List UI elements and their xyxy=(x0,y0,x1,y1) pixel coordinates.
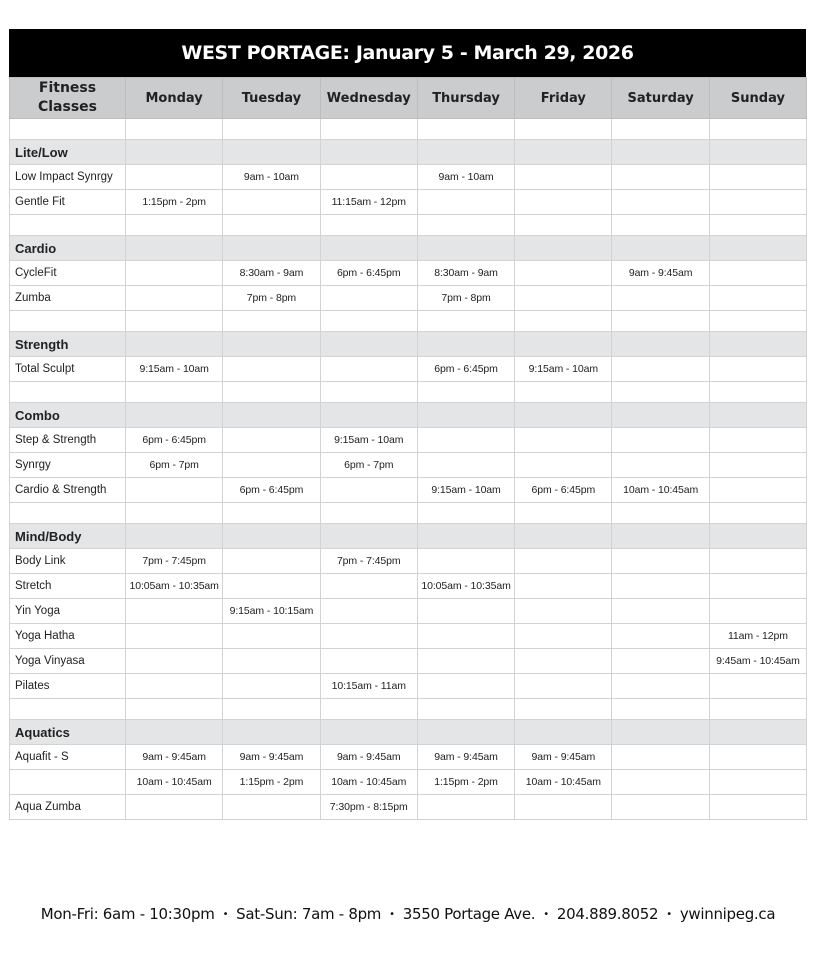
class-row xyxy=(10,428,807,453)
bullet-separator: • xyxy=(666,909,672,920)
footer-item: Mon-Fri: 6am - 10:30pm xyxy=(40,905,215,923)
spacer-row xyxy=(10,311,807,332)
empty-cell xyxy=(417,382,514,403)
class-time-cell: 9am - 9:45am xyxy=(515,745,612,770)
spacer-row xyxy=(10,699,807,720)
class-time-cell xyxy=(709,770,806,795)
class-time-cell xyxy=(515,453,612,478)
empty-cell xyxy=(320,382,417,403)
class-time-cell xyxy=(320,286,417,311)
section-row xyxy=(10,332,807,357)
class-time-cell xyxy=(709,599,806,624)
class-time-cell: 10:05am - 10:35am xyxy=(417,574,514,599)
class-time-cell xyxy=(126,478,223,503)
section-cell xyxy=(709,524,806,549)
class-row xyxy=(10,453,807,478)
class-time-cell: 1:15pm - 2pm xyxy=(126,190,223,215)
class-time-cell xyxy=(612,428,709,453)
class-time-cell xyxy=(709,286,806,311)
section-cell xyxy=(612,140,709,165)
class-time-cell xyxy=(612,165,709,190)
section-cell xyxy=(320,403,417,428)
section-cell xyxy=(515,720,612,745)
empty-cell xyxy=(515,382,612,403)
section-cell xyxy=(515,403,612,428)
section-cell xyxy=(417,140,514,165)
class-time-cell xyxy=(126,599,223,624)
class-name: Pilates xyxy=(10,674,126,699)
class-time-cell xyxy=(126,624,223,649)
class-time-cell xyxy=(126,649,223,674)
empty-cell xyxy=(515,503,612,524)
empty-cell xyxy=(417,215,514,236)
class-time-cell: 7:30pm - 8:15pm xyxy=(320,795,417,820)
class-time-cell: 6pm - 6:45pm xyxy=(126,428,223,453)
class-time-cell xyxy=(515,190,612,215)
section-cell xyxy=(223,524,320,549)
class-time-cell xyxy=(320,624,417,649)
empty-cell xyxy=(10,311,126,332)
class-time-cell xyxy=(126,165,223,190)
header-day: Wednesday xyxy=(320,78,417,119)
header-day: Sunday xyxy=(709,78,806,119)
class-time-cell xyxy=(612,549,709,574)
class-time-cell: 9:15am - 10am xyxy=(515,357,612,382)
class-time-cell xyxy=(612,453,709,478)
class-time-cell xyxy=(515,261,612,286)
bullet-separator: • xyxy=(543,909,549,920)
class-time-cell xyxy=(709,453,806,478)
class-time-cell xyxy=(223,428,320,453)
section-cell xyxy=(515,524,612,549)
empty-cell xyxy=(417,699,514,720)
section-cell xyxy=(709,236,806,261)
class-time-cell: 9:15am - 10:15am xyxy=(223,599,320,624)
class-time-cell: 7pm - 8pm xyxy=(223,286,320,311)
class-time-cell xyxy=(223,795,320,820)
class-time-cell xyxy=(612,599,709,624)
header-day: Friday xyxy=(515,78,612,119)
empty-cell xyxy=(515,311,612,332)
class-time-cell: 9am - 10am xyxy=(417,165,514,190)
header-row xyxy=(10,78,807,119)
spacer-row xyxy=(10,503,807,524)
class-time-cell: 7pm - 7:45pm xyxy=(126,549,223,574)
class-row xyxy=(10,795,807,820)
class-row xyxy=(10,478,807,503)
empty-cell xyxy=(709,382,806,403)
empty-cell xyxy=(612,215,709,236)
class-time-cell: 10:05am - 10:35am xyxy=(126,574,223,599)
class-time-cell xyxy=(223,674,320,699)
class-name xyxy=(10,770,126,795)
empty-cell xyxy=(10,699,126,720)
footer-info xyxy=(0,905,816,923)
schedule-table xyxy=(9,77,807,820)
empty-cell xyxy=(709,699,806,720)
class-time-cell xyxy=(320,599,417,624)
class-name: CycleFit xyxy=(10,261,126,286)
class-time-cell xyxy=(515,549,612,574)
section-cell xyxy=(417,720,514,745)
header-fitness-classes xyxy=(10,78,126,119)
empty-cell xyxy=(10,215,126,236)
class-time-cell xyxy=(223,357,320,382)
empty-cell xyxy=(126,382,223,403)
class-time-cell xyxy=(709,574,806,599)
empty-cell xyxy=(320,119,417,140)
bullet-separator: • xyxy=(389,909,395,920)
class-time-cell xyxy=(320,165,417,190)
section-title: Aquatics xyxy=(10,720,126,745)
class-time-cell: 9am - 9:45am xyxy=(320,745,417,770)
class-time-cell xyxy=(223,453,320,478)
class-row xyxy=(10,649,807,674)
class-time-cell xyxy=(612,624,709,649)
class-time-cell xyxy=(515,624,612,649)
section-cell xyxy=(223,140,320,165)
class-name: Total Sculpt xyxy=(10,357,126,382)
class-time-cell xyxy=(417,599,514,624)
section-cell xyxy=(126,720,223,745)
footer-item: 204.889.8052 xyxy=(556,905,659,923)
empty-cell xyxy=(709,503,806,524)
section-cell xyxy=(417,236,514,261)
empty-cell xyxy=(320,503,417,524)
section-cell xyxy=(223,720,320,745)
empty-cell xyxy=(612,699,709,720)
class-time-cell xyxy=(612,770,709,795)
empty-cell xyxy=(223,215,320,236)
class-row xyxy=(10,770,807,795)
class-time-cell xyxy=(709,549,806,574)
schedule-sheet xyxy=(9,29,806,820)
class-time-cell: 9:15am - 10am xyxy=(320,428,417,453)
spacer-row xyxy=(10,215,807,236)
class-time-cell: 6pm - 6:45pm xyxy=(515,478,612,503)
class-time-cell xyxy=(417,453,514,478)
class-time-cell xyxy=(223,190,320,215)
class-time-cell xyxy=(223,574,320,599)
schedule-body xyxy=(10,119,807,820)
class-name: Cardio & Strength xyxy=(10,478,126,503)
class-row xyxy=(10,574,807,599)
section-title: Lite/Low xyxy=(10,140,126,165)
class-time-cell xyxy=(417,428,514,453)
section-cell xyxy=(417,403,514,428)
class-time-cell xyxy=(612,190,709,215)
section-row xyxy=(10,140,807,165)
section-row xyxy=(10,720,807,745)
class-time-cell xyxy=(709,674,806,699)
class-row xyxy=(10,357,807,382)
footer-item: 3550 Portage Ave. xyxy=(402,905,536,923)
section-title: Combo xyxy=(10,403,126,428)
section-cell xyxy=(126,524,223,549)
class-name: Step & Strength xyxy=(10,428,126,453)
class-time-cell xyxy=(515,599,612,624)
class-name: Synrgy xyxy=(10,453,126,478)
section-cell xyxy=(320,524,417,549)
section-cell xyxy=(709,403,806,428)
class-name: Body Link xyxy=(10,549,126,574)
empty-cell xyxy=(417,311,514,332)
section-cell xyxy=(320,720,417,745)
section-cell xyxy=(612,403,709,428)
section-row xyxy=(10,524,807,549)
class-time-cell xyxy=(515,649,612,674)
class-time-cell: 9am - 9:45am xyxy=(417,745,514,770)
class-time-cell xyxy=(417,674,514,699)
class-time-cell xyxy=(320,478,417,503)
class-time-cell: 8:30am - 9am xyxy=(223,261,320,286)
class-time-cell xyxy=(417,624,514,649)
empty-cell xyxy=(612,119,709,140)
section-row xyxy=(10,403,807,428)
empty-cell xyxy=(223,119,320,140)
section-cell xyxy=(709,720,806,745)
header-day: Monday xyxy=(126,78,223,119)
empty-cell xyxy=(223,503,320,524)
section-title: Mind/Body xyxy=(10,524,126,549)
empty-cell xyxy=(709,215,806,236)
class-time-cell: 11:15am - 12pm xyxy=(320,190,417,215)
class-time-cell xyxy=(223,624,320,649)
section-cell xyxy=(320,140,417,165)
empty-cell xyxy=(709,311,806,332)
class-time-cell xyxy=(417,649,514,674)
class-time-cell: 10:15am - 11am xyxy=(320,674,417,699)
section-cell xyxy=(320,236,417,261)
class-row xyxy=(10,286,807,311)
class-time-cell xyxy=(223,549,320,574)
empty-cell xyxy=(612,503,709,524)
class-time-cell xyxy=(709,795,806,820)
class-time-cell: 6pm - 7pm xyxy=(320,453,417,478)
class-time-cell: 9:15am - 10am xyxy=(126,357,223,382)
empty-cell xyxy=(612,382,709,403)
header-day: Saturday xyxy=(612,78,709,119)
header-first-line: Fitness xyxy=(38,80,97,96)
section-cell xyxy=(223,236,320,261)
class-row xyxy=(10,261,807,286)
spacer-row xyxy=(10,119,807,140)
class-time-cell xyxy=(126,674,223,699)
class-time-cell xyxy=(126,795,223,820)
section-cell xyxy=(612,236,709,261)
class-name: Aquafit - S xyxy=(10,745,126,770)
section-cell xyxy=(709,332,806,357)
class-time-cell: 6pm - 6:45pm xyxy=(417,357,514,382)
class-name: Yin Yoga xyxy=(10,599,126,624)
empty-cell xyxy=(10,119,126,140)
class-time-cell xyxy=(709,428,806,453)
section-cell xyxy=(612,720,709,745)
class-time-cell xyxy=(709,478,806,503)
schedule-title: WEST PORTAGE: January 5 - March 29, 2026 xyxy=(9,29,806,77)
class-time-cell xyxy=(709,357,806,382)
class-row xyxy=(10,624,807,649)
class-row xyxy=(10,549,807,574)
class-time-cell: 9:45am - 10:45am xyxy=(709,649,806,674)
empty-cell xyxy=(417,503,514,524)
empty-cell xyxy=(223,311,320,332)
class-time-cell: 8:30am - 9am xyxy=(417,261,514,286)
class-time-cell: 10am - 10:45am xyxy=(612,478,709,503)
empty-cell xyxy=(223,699,320,720)
class-name: Low Impact Synrgy xyxy=(10,165,126,190)
empty-cell xyxy=(126,119,223,140)
section-cell xyxy=(126,140,223,165)
empty-cell xyxy=(126,699,223,720)
class-time-cell xyxy=(515,165,612,190)
empty-cell xyxy=(126,503,223,524)
class-row xyxy=(10,745,807,770)
empty-cell xyxy=(709,119,806,140)
section-cell xyxy=(126,236,223,261)
class-time-cell xyxy=(612,286,709,311)
class-time-cell xyxy=(709,190,806,215)
empty-cell xyxy=(417,119,514,140)
class-time-cell: 9am - 9:45am xyxy=(612,261,709,286)
class-time-cell xyxy=(126,261,223,286)
class-time-cell xyxy=(612,357,709,382)
class-name: Stretch xyxy=(10,574,126,599)
class-row xyxy=(10,165,807,190)
class-time-cell xyxy=(612,649,709,674)
class-row xyxy=(10,190,807,215)
empty-cell xyxy=(515,215,612,236)
empty-cell xyxy=(612,311,709,332)
class-row xyxy=(10,674,807,699)
class-row xyxy=(10,599,807,624)
class-time-cell xyxy=(515,286,612,311)
class-time-cell: 6pm - 6:45pm xyxy=(320,261,417,286)
bullet-separator: • xyxy=(222,909,229,920)
footer-item: ywinnipeg.ca xyxy=(679,905,776,923)
class-name: Aqua Zumba xyxy=(10,795,126,820)
empty-cell xyxy=(320,311,417,332)
class-time-cell: 9am - 10am xyxy=(223,165,320,190)
header-second-line: Classes xyxy=(37,99,97,115)
class-time-cell xyxy=(417,795,514,820)
section-cell xyxy=(126,332,223,357)
empty-cell xyxy=(320,215,417,236)
footer-item: Sat-Sun: 7am - 8pm xyxy=(236,905,382,923)
empty-cell xyxy=(126,215,223,236)
class-time-cell: 1:15pm - 2pm xyxy=(223,770,320,795)
section-cell xyxy=(223,403,320,428)
header-day: Thursday xyxy=(417,78,514,119)
empty-cell xyxy=(223,382,320,403)
class-time-cell xyxy=(515,674,612,699)
class-name: Yoga Vinyasa xyxy=(10,649,126,674)
class-time-cell: 11am - 12pm xyxy=(709,624,806,649)
section-cell xyxy=(320,332,417,357)
empty-cell xyxy=(10,382,126,403)
empty-cell xyxy=(515,119,612,140)
section-cell xyxy=(515,236,612,261)
class-time-cell xyxy=(417,549,514,574)
class-time-cell: 9:15am - 10am xyxy=(417,478,514,503)
section-cell xyxy=(612,524,709,549)
class-time-cell xyxy=(612,674,709,699)
empty-cell xyxy=(10,503,126,524)
class-time-cell: 6pm - 6:45pm xyxy=(223,478,320,503)
class-time-cell xyxy=(612,574,709,599)
class-time-cell xyxy=(612,795,709,820)
class-time-cell: 7pm - 8pm xyxy=(417,286,514,311)
class-time-cell: 10am - 10:45am xyxy=(320,770,417,795)
empty-cell xyxy=(126,311,223,332)
section-cell xyxy=(515,140,612,165)
section-title: Strength xyxy=(10,332,126,357)
class-time-cell xyxy=(709,165,806,190)
empty-cell xyxy=(515,699,612,720)
class-time-cell xyxy=(223,649,320,674)
class-name: Yoga Hatha xyxy=(10,624,126,649)
class-time-cell: 10am - 10:45am xyxy=(515,770,612,795)
class-time-cell xyxy=(320,649,417,674)
class-time-cell xyxy=(320,357,417,382)
class-time-cell xyxy=(515,428,612,453)
class-time-cell: 10am - 10:45am xyxy=(126,770,223,795)
class-time-cell xyxy=(709,745,806,770)
class-time-cell: 9am - 9:45am xyxy=(223,745,320,770)
section-row xyxy=(10,236,807,261)
section-cell xyxy=(417,524,514,549)
class-time-cell xyxy=(709,261,806,286)
section-cell xyxy=(515,332,612,357)
class-name: Gentle Fit xyxy=(10,190,126,215)
empty-cell xyxy=(320,699,417,720)
header-day: Tuesday xyxy=(223,78,320,119)
section-cell xyxy=(223,332,320,357)
section-cell xyxy=(126,403,223,428)
class-time-cell xyxy=(320,574,417,599)
section-cell xyxy=(612,332,709,357)
section-cell xyxy=(417,332,514,357)
class-time-cell xyxy=(612,745,709,770)
class-time-cell xyxy=(417,190,514,215)
section-title: Cardio xyxy=(10,236,126,261)
class-name: Zumba xyxy=(10,286,126,311)
class-time-cell: 6pm - 7pm xyxy=(126,453,223,478)
class-time-cell: 1:15pm - 2pm xyxy=(417,770,514,795)
spacer-row xyxy=(10,382,807,403)
class-time-cell xyxy=(126,286,223,311)
class-time-cell: 7pm - 7:45pm xyxy=(320,549,417,574)
class-time-cell xyxy=(515,574,612,599)
class-time-cell: 9am - 9:45am xyxy=(126,745,223,770)
section-cell xyxy=(709,140,806,165)
class-time-cell xyxy=(515,795,612,820)
